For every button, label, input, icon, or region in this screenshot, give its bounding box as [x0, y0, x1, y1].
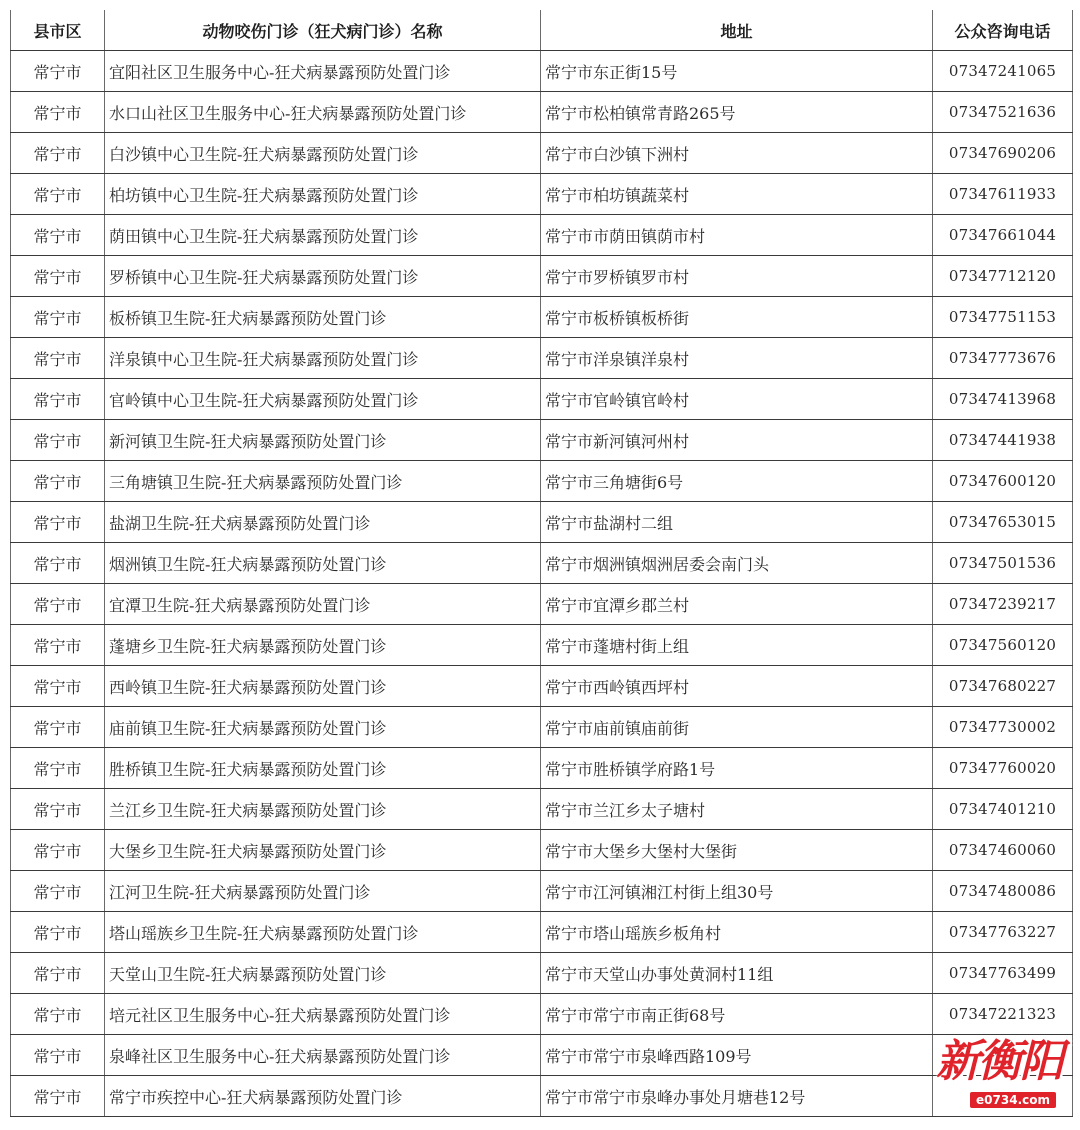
- watermark-url: e0734.com: [970, 1092, 1056, 1108]
- table-row: [11, 707, 1073, 748]
- cell-phone: 07347760020: [933, 748, 1073, 789]
- cell-clinic-name: 大堡乡卫生院-狂犬病暴露预防处置门诊: [105, 830, 541, 871]
- cell-phone: 07347680227: [933, 666, 1073, 707]
- cell-county: 常宁市: [11, 51, 105, 92]
- cell-address: 常宁市白沙镇下洲村: [541, 133, 933, 174]
- cell-phone: 07347751153: [933, 297, 1073, 338]
- table-row: [11, 789, 1073, 830]
- cell-clinic-name: 西岭镇卫生院-狂犬病暴露预防处置门诊: [105, 666, 541, 707]
- cell-address: 常宁市天堂山办事处黄洞村11组: [541, 953, 933, 994]
- cell-county: 常宁市: [11, 338, 105, 379]
- cell-phone: 07347763499: [933, 953, 1073, 994]
- cell-address: 常宁市宜潭乡郡兰村: [541, 584, 933, 625]
- cell-county: 常宁市: [11, 133, 105, 174]
- cell-phone: 07347413968: [933, 379, 1073, 420]
- cell-clinic-name: 荫田镇中心卫生院-狂犬病暴露预防处置门诊: [105, 215, 541, 256]
- cell-county: 常宁市: [11, 625, 105, 666]
- table-body: [11, 51, 1073, 1117]
- header-row: [11, 10, 1073, 51]
- table-row: [11, 51, 1073, 92]
- cell-county: 常宁市: [11, 871, 105, 912]
- cell-clinic-name: 天堂山卫生院-狂犬病暴露预防处置门诊: [105, 953, 541, 994]
- table-row: [11, 994, 1073, 1035]
- cell-address: 常宁市三角塘街6号: [541, 461, 933, 502]
- cell-address: 常宁市市荫田镇荫市村: [541, 215, 933, 256]
- cell-phone: 07347611933: [933, 174, 1073, 215]
- cell-clinic-name: 胜桥镇卫生院-狂犬病暴露预防处置门诊: [105, 748, 541, 789]
- table-row: [11, 871, 1073, 912]
- cell-county: 常宁市: [11, 748, 105, 789]
- cell-address: 常宁市兰江乡太子塘村: [541, 789, 933, 830]
- cell-county: 常宁市: [11, 707, 105, 748]
- table-row: [11, 92, 1073, 133]
- cell-address: 常宁市大堡乡大堡村大堡街: [541, 830, 933, 871]
- table-row: [11, 584, 1073, 625]
- cell-clinic-name: 泉峰社区卫生服务中心-狂犬病暴露预防处置门诊: [105, 1035, 541, 1076]
- cell-address: 常宁市蓬塘村街上组: [541, 625, 933, 666]
- cell-clinic-name: 柏坊镇中心卫生院-狂犬病暴露预防处置门诊: [105, 174, 541, 215]
- cell-clinic-name: 宜潭卫生院-狂犬病暴露预防处置门诊: [105, 584, 541, 625]
- cell-county: 常宁市: [11, 502, 105, 543]
- header-county: 县市区: [11, 10, 105, 51]
- cell-phone: 07347521636: [933, 92, 1073, 133]
- cell-clinic-name: 三角塘镇卫生院-狂犬病暴露预防处置门诊: [105, 461, 541, 502]
- cell-address: 常宁市常宁市泉峰办事处月塘巷12号: [541, 1076, 933, 1117]
- cell-county: 常宁市: [11, 912, 105, 953]
- table-row: [11, 420, 1073, 461]
- cell-phone: 07347653015: [933, 502, 1073, 543]
- table-row: [11, 666, 1073, 707]
- cell-county: 常宁市: [11, 297, 105, 338]
- cell-county: 常宁市: [11, 830, 105, 871]
- cell-county: 常宁市: [11, 584, 105, 625]
- table-row: [11, 133, 1073, 174]
- cell-address: 常宁市洋泉镇洋泉村: [541, 338, 933, 379]
- cell-phone: 07347661044: [933, 215, 1073, 256]
- cell-county: 常宁市: [11, 1035, 105, 1076]
- clinic-table: [10, 10, 1073, 1117]
- cell-phone: 07347401210: [933, 789, 1073, 830]
- cell-clinic-name: 烟洲镇卫生院-狂犬病暴露预防处置门诊: [105, 543, 541, 584]
- cell-phone: 07347600120: [933, 461, 1073, 502]
- cell-county: 常宁市: [11, 994, 105, 1035]
- cell-phone: 07347441938: [933, 420, 1073, 461]
- cell-county: 常宁市: [11, 92, 105, 133]
- cell-county: 常宁市: [11, 789, 105, 830]
- cell-phone: 07347763227: [933, 912, 1073, 953]
- cell-address: 常宁市柏坊镇蔬菜村: [541, 174, 933, 215]
- cell-clinic-name: 白沙镇中心卫生院-狂犬病暴露预防处置门诊: [105, 133, 541, 174]
- cell-county: 常宁市: [11, 174, 105, 215]
- cell-phone: 07347460060: [933, 830, 1073, 871]
- table-row: [11, 379, 1073, 420]
- table-row: [11, 830, 1073, 871]
- cell-clinic-name: 洋泉镇中心卫生院-狂犬病暴露预防处置门诊: [105, 338, 541, 379]
- table-row: [11, 215, 1073, 256]
- cell-clinic-name: 罗桥镇中心卫生院-狂犬病暴露预防处置门诊: [105, 256, 541, 297]
- cell-county: 常宁市: [11, 1076, 105, 1117]
- table-row: [11, 338, 1073, 379]
- cell-clinic-name: 培元社区卫生服务中心-狂犬病暴露预防处置门诊: [105, 994, 541, 1035]
- cell-clinic-name: 塔山瑶族乡卫生院-狂犬病暴露预防处置门诊: [105, 912, 541, 953]
- table-row: [11, 748, 1073, 789]
- cell-clinic-name: 宜阳社区卫生服务中心-狂犬病暴露预防处置门诊: [105, 51, 541, 92]
- cell-address: 常宁市东正街15号: [541, 51, 933, 92]
- cell-clinic-name: 常宁市疾控中心-狂犬病暴露预防处置门诊: [105, 1076, 541, 1117]
- cell-phone: 07347221323: [933, 994, 1073, 1035]
- cell-county: 常宁市: [11, 256, 105, 297]
- cell-address: 常宁市常宁市泉峰西路109号: [541, 1035, 933, 1076]
- cell-address: 常宁市烟洲镇烟洲居委会南门头: [541, 543, 933, 584]
- cell-clinic-name: 官岭镇中心卫生院-狂犬病暴露预防处置门诊: [105, 379, 541, 420]
- cell-address: 常宁市盐湖村二组: [541, 502, 933, 543]
- cell-county: 常宁市: [11, 215, 105, 256]
- cell-clinic-name: 蓬塘乡卫生院-狂犬病暴露预防处置门诊: [105, 625, 541, 666]
- table-row: [11, 543, 1073, 584]
- cell-county: 常宁市: [11, 666, 105, 707]
- table-row: [11, 953, 1073, 994]
- cell-address: 常宁市庙前镇庙前街: [541, 707, 933, 748]
- cell-phone: 07347690206: [933, 133, 1073, 174]
- cell-clinic-name: 兰江乡卫生院-狂犬病暴露预防处置门诊: [105, 789, 541, 830]
- cell-address: 常宁市胜桥镇学府路1号: [541, 748, 933, 789]
- cell-clinic-name: 水口山社区卫生服务中心-狂犬病暴露预防处置门诊: [105, 92, 541, 133]
- cell-address: 常宁市江河镇湘江村街上组30号: [541, 871, 933, 912]
- cell-address: 常宁市西岭镇西坪村: [541, 666, 933, 707]
- cell-clinic-name: 新河镇卫生院-狂犬病暴露预防处置门诊: [105, 420, 541, 461]
- watermark-title: 新衡阳: [936, 1036, 1062, 1087]
- cell-address: 常宁市官岭镇官岭村: [541, 379, 933, 420]
- cell-clinic-name: 板桥镇卫生院-狂犬病暴露预防处置门诊: [105, 297, 541, 338]
- header-phone: 公众咨询电话: [933, 10, 1073, 51]
- cell-phone: 07347730002: [933, 707, 1073, 748]
- cell-county: 常宁市: [11, 461, 105, 502]
- header-clinic-name: 动物咬伤门诊（狂犬病门诊）名称: [105, 10, 541, 51]
- cell-county: 常宁市: [11, 379, 105, 420]
- cell-address: 常宁市塔山瑶族乡板角村: [541, 912, 933, 953]
- table-row: [11, 461, 1073, 502]
- cell-clinic-name: 庙前镇卫生院-狂犬病暴露预防处置门诊: [105, 707, 541, 748]
- cell-address: 常宁市板桥镇板桥街: [541, 297, 933, 338]
- cell-address: 常宁市罗桥镇罗市村: [541, 256, 933, 297]
- site-watermark-logo: [892, 1036, 1062, 1116]
- cell-phone: 07347712120: [933, 256, 1073, 297]
- table-row: [11, 256, 1073, 297]
- cell-county: 常宁市: [11, 420, 105, 461]
- table-header: [11, 10, 1073, 51]
- cell-phone: 07347501536: [933, 543, 1073, 584]
- cell-clinic-name: 盐湖卫生院-狂犬病暴露预防处置门诊: [105, 502, 541, 543]
- header-address: 地址: [541, 10, 933, 51]
- cell-phone: 07347239217: [933, 584, 1073, 625]
- table-row: [11, 174, 1073, 215]
- cell-phone: 07347560120: [933, 625, 1073, 666]
- cell-address: 常宁市新河镇河州村: [541, 420, 933, 461]
- cell-phone: 07347241065: [933, 51, 1073, 92]
- cell-address: 常宁市松柏镇常青路265号: [541, 92, 933, 133]
- table-row: [11, 625, 1073, 666]
- cell-address: 常宁市常宁市南正街68号: [541, 994, 933, 1035]
- cell-county: 常宁市: [11, 953, 105, 994]
- table-row: [11, 912, 1073, 953]
- cell-phone: 07347773676: [933, 338, 1073, 379]
- cell-county: 常宁市: [11, 543, 105, 584]
- table-row: [11, 297, 1073, 338]
- cell-phone: 07347480086: [933, 871, 1073, 912]
- table-row: [11, 502, 1073, 543]
- cell-clinic-name: 江河卫生院-狂犬病暴露预防处置门诊: [105, 871, 541, 912]
